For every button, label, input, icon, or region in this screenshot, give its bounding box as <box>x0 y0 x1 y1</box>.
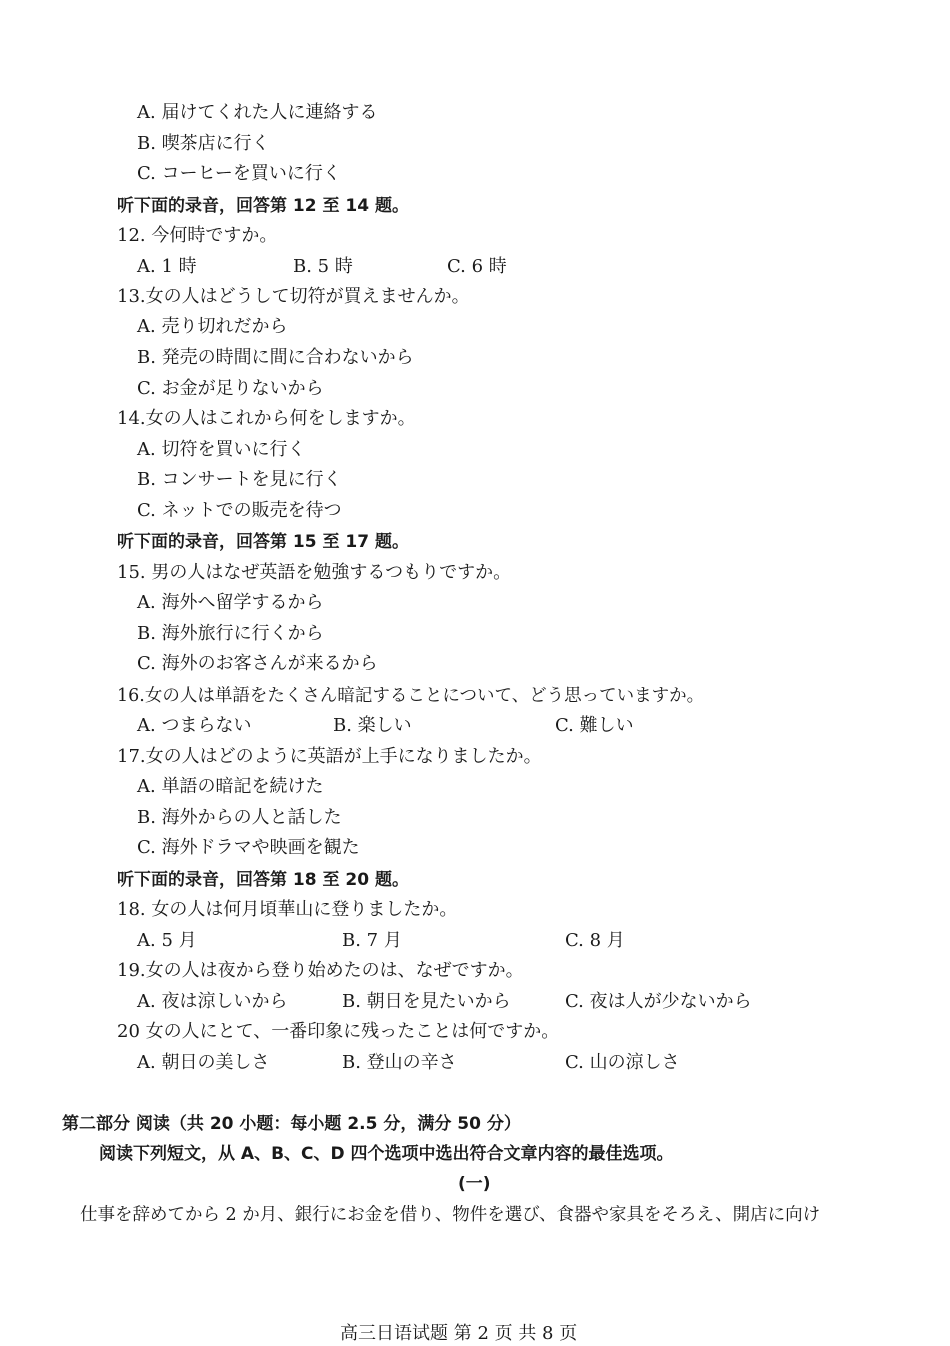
question-15: 15. 男の人はなぜ英語を勉強するつもりですか。 <box>117 562 512 583</box>
q12-option-b: B. 5 時 <box>293 256 353 277</box>
question-20: 20 女の人にとて、一番印象に残ったことは何ですか。 <box>117 1021 560 1042</box>
question-16: 16.女の人は単語をたくさん暗記することについて、どう思っていますか。 <box>117 686 705 706</box>
passage-number: (一) <box>458 1174 491 1194</box>
question-19: 19.女の人は夜から登り始めたのは、なぜですか。 <box>117 960 524 981</box>
instruction-12-14: 听下面的录音，回答第 12 至 14 题。 <box>117 196 409 216</box>
question-12: 12. 今何時ですか。 <box>117 225 278 246</box>
question-14: 14.女の人はこれから何をしますか。 <box>117 408 416 429</box>
page-footer: 高三日语试题 第 2 页 共 8 页 <box>340 1323 578 1344</box>
question-13: 13.女の人はどうして切符が買えませんか。 <box>117 286 470 307</box>
question-17: 17.女の人はどのように英語が上手になりましたか。 <box>117 746 542 767</box>
q17-option-a: A. 単語の暗記を続けた <box>137 776 324 797</box>
q16-option-b: B. 楽しい <box>333 715 412 736</box>
q16-option-a: A. つまらない <box>137 715 252 736</box>
q14-option-c: C. ネットでの販売を待つ <box>137 500 342 521</box>
q18-option-c: C. 8 月 <box>565 930 625 951</box>
q13-option-b: B. 発売の時間に間に合わないから <box>137 347 414 368</box>
q15-option-a: A. 海外へ留学するから <box>137 592 324 613</box>
q11-option-a: A. 届けてくれた人に連絡する <box>137 102 378 123</box>
q13-option-c: C. お金が足りないから <box>137 378 324 399</box>
part2-title: 第二部分 阅读（共 20 小题：每小题 2.5 分，满分 50 分） <box>62 1114 521 1134</box>
q18-option-b: B. 7 月 <box>342 930 402 951</box>
q20-option-a: A. 朝日の美しさ <box>137 1052 270 1073</box>
q20-option-b: B. 登山の辛さ <box>342 1052 457 1073</box>
q16-option-c: C. 難しい <box>555 715 634 736</box>
q15-option-c: C. 海外のお客さんが来るから <box>137 653 378 674</box>
q12-option-a: A. 1 時 <box>137 256 197 277</box>
question-18: 18. 女の人は何月頃華山に登りましたか。 <box>117 899 458 920</box>
q14-option-b: B. コンサートを見に行く <box>137 469 342 490</box>
q20-option-c: C. 山の涼しさ <box>565 1052 680 1073</box>
q11-option-b: B. 喫茶店に行く <box>137 133 270 154</box>
q19-option-b: B. 朝日を見たいから <box>342 991 511 1012</box>
instruction-15-17: 听下面的录音，回答第 15 至 17 题。 <box>117 532 409 552</box>
instruction-18-20: 听下面的录音，回答第 18 至 20 题。 <box>117 870 409 890</box>
passage-first-line: 仕事を辞めてから 2 か月、銀行にお金を借り、物件を選び、食器や家具をそろえ、開店に向け <box>80 1205 821 1225</box>
q19-option-a: A. 夜は涼しいから <box>137 991 288 1012</box>
q15-option-b: B. 海外旅行に行くから <box>137 623 324 644</box>
q14-option-a: A. 切符を買いに行く <box>137 439 306 460</box>
q17-option-c: C. 海外ドラマや映画を観た <box>137 837 360 858</box>
q17-option-b: B. 海外からの人と話した <box>137 807 342 828</box>
q12-option-c: C. 6 時 <box>447 256 507 277</box>
q18-option-a: A. 5 月 <box>137 930 197 951</box>
q11-option-c: C. コーヒーを買いに行く <box>137 163 341 184</box>
q19-option-c: C. 夜は人が少ないから <box>565 991 752 1012</box>
q13-option-a: A. 売り切れだから <box>137 316 288 337</box>
part2-instruction: 阅读下列短文，从 A、B、C、D 四个选项中选出符合文章内容的最佳选项。 <box>99 1144 674 1164</box>
